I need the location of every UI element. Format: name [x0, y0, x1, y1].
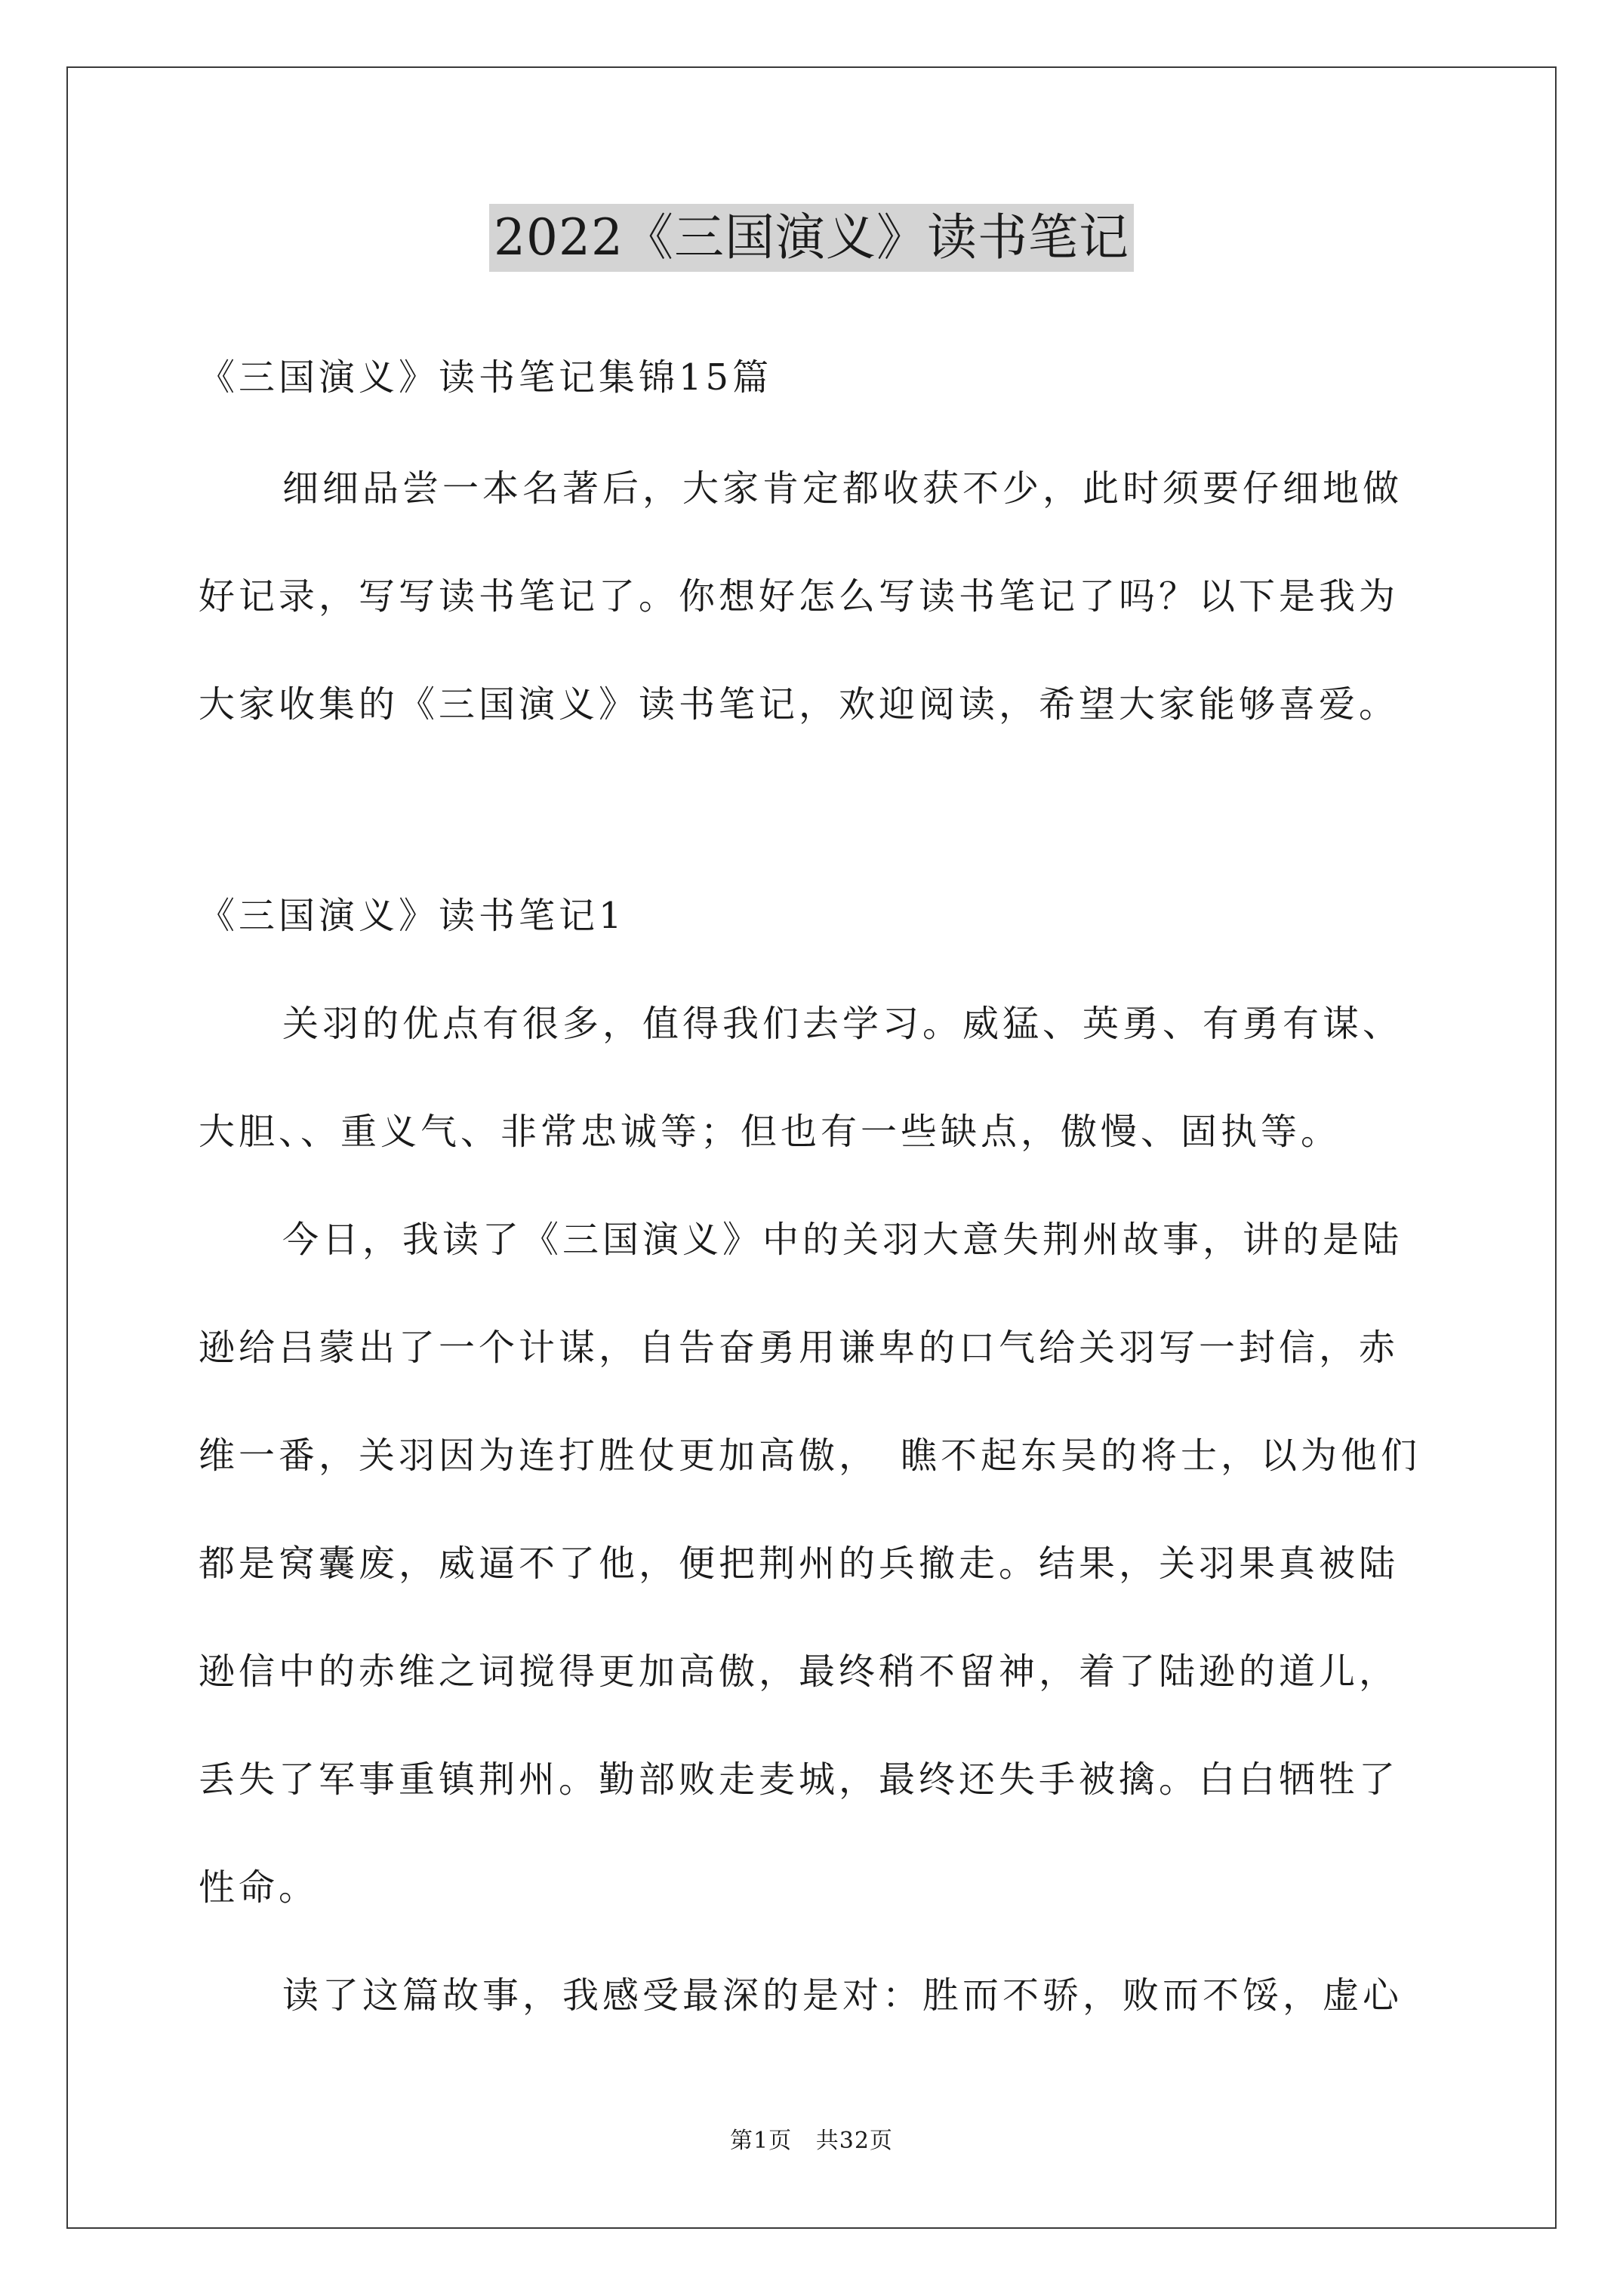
page-number: 第1页 [730, 2128, 793, 2154]
paragraph-line: 维一番，关羽因为连打胜仗更加高傲， 瞧不起东吴的将士，以为他们 [199, 1435, 1421, 1477]
intro-line: 好记录，写写读书笔记了。你想好怎么写读书笔记了吗？以下是我为 [199, 575, 1400, 618]
page-total: 共32页 [815, 2128, 893, 2154]
paragraph-line: 大胆、、重义气、非常忠诚等；但也有一些缺点，傲慢、固执等。 [199, 1111, 1341, 1153]
intro-line: 大家收集的《三国演义》读书笔记，欢迎阅读，希望大家能够喜爱。 [199, 683, 1400, 726]
subtitle: 《三国演义》读书笔记集锦15篇 [199, 356, 773, 399]
paragraph-line: 今日，我读了《三国演义》中的关羽大意失荆州故事，讲的是陆 [282, 1219, 1403, 1261]
section-heading: 《三国演义》读书笔记1 [199, 895, 626, 937]
paragraph-line: 逊信中的赤维之词搅得更加高傲，最终稍不留神，着了陆逊的道儿， [199, 1650, 1400, 1693]
paragraph-line: 读了这篇故事，我感受最深的是对：胜而不骄，败而不馁，虚心 [282, 1974, 1403, 2017]
page-footer [0, 2122, 1623, 2155]
document-title: 2022《三国演义》读书笔记 [489, 204, 1134, 272]
paragraph-line: 丢失了军事重镇荆州。勤部败走麦城，最终还失手被擒。白白牺牲了 [199, 1758, 1400, 1801]
paragraph-line: 性命。 [199, 1866, 319, 1909]
paragraph-line: 逊给吕蒙出了一个计谋，自告奋勇用谦卑的口气给关羽写一封信，赤 [199, 1327, 1400, 1369]
paragraph-line: 关羽的优点有很多，值得我们去学习。威猛、英勇、有勇有谋、 [282, 1003, 1403, 1045]
title-container [0, 204, 1623, 272]
intro-line: 细细品尝一本名著后，大家肯定都收获不少，此时须要仔细地做 [282, 467, 1403, 510]
paragraph-line: 都是窝囊废，威逼不了他，便把荆州的兵撤走。结果，关羽果真被陆 [199, 1542, 1400, 1585]
